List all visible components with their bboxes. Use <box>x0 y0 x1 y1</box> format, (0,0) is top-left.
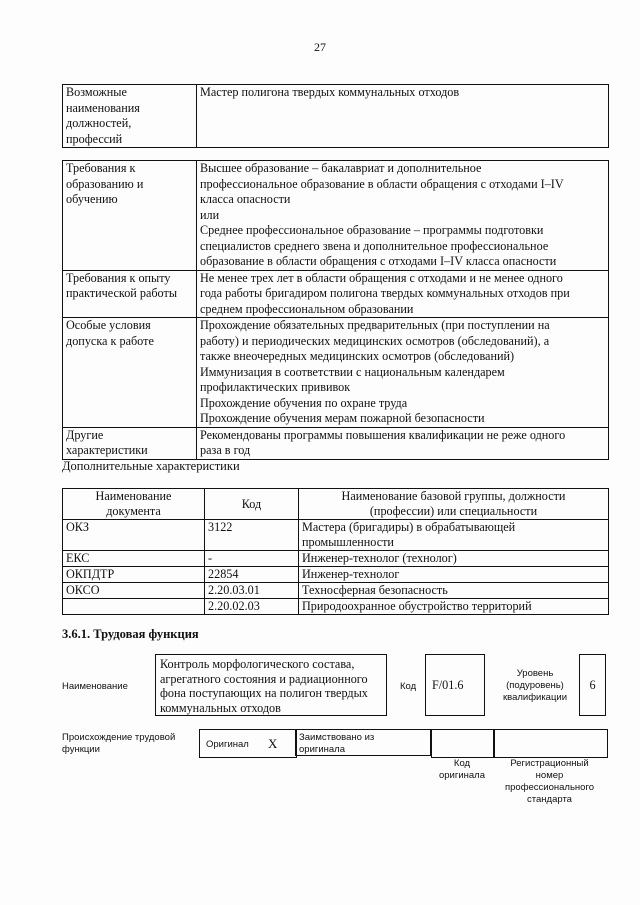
table-row <box>63 318 609 428</box>
requirement-value: Не менее трех лет в области обращения с отходами и не менее одного года работы бригадиром полигона твердых коммунальных отходов при среднем профессиональном образовании <box>197 270 609 318</box>
cell-group: Мастера (бригадиры) в обрабатывающей промышленности <box>299 520 609 551</box>
requirement-value: Высшее образование – бакалавриат и дополнительное профессиональное образование в области обращения с отходами I–IV класса опасности или Среднее профессиональное образование – программы подготовки специалистов среднего звена и дополнительное профессиональное образование в области обращения с отходами I–IV класса опасности <box>197 161 609 271</box>
original-mark: X <box>268 736 278 751</box>
cell-document: ОКПДТР <box>63 567 205 583</box>
reg-number-label: Регистрационный номер профессионального стандарта <box>505 758 594 805</box>
cell-group: Инженер-технолог <box>299 567 609 583</box>
table-row <box>63 583 609 599</box>
cell-code: 2.20.03.01 <box>205 583 299 599</box>
cell-document: ОКЗ <box>63 520 205 551</box>
original-label: Оригинал <box>206 739 249 750</box>
page-number: 27 <box>314 40 326 54</box>
borrowed-box: Заимствовано из оригинала <box>295 729 431 756</box>
cell-document: ОКСО <box>63 583 205 599</box>
cell-group: Техносферная безопасность <box>299 583 609 599</box>
cell-document: ЕКС <box>63 551 205 567</box>
cell-code: - <box>205 551 299 567</box>
header-group: Наименование базовой группы, должности (профессии) или специальности <box>299 489 609 520</box>
cell-code: 2.20.02.03 <box>205 599 299 615</box>
cell-document <box>63 599 205 615</box>
cell-code: 22854 <box>205 567 299 583</box>
requirement-label: Требования к опыту практической работы <box>63 270 197 318</box>
cell-code: 3122 <box>205 520 299 551</box>
function-name-label: Наименование <box>62 681 128 692</box>
original-box <box>199 729 297 758</box>
positions-table <box>62 84 609 148</box>
cell-group: Инженер-технолог (технолог) <box>299 551 609 567</box>
table-row <box>63 567 609 583</box>
table-row <box>63 551 609 567</box>
table-row <box>63 161 609 271</box>
code-original-box <box>431 729 495 758</box>
additional-title: Дополнительные характеристики <box>62 459 240 473</box>
positions-value: Мастер полигона твердых коммунальных отходов <box>197 85 609 148</box>
table-row <box>63 85 609 148</box>
reg-number-box <box>493 729 608 758</box>
table-row <box>63 599 609 615</box>
additional-table <box>62 488 609 615</box>
requirement-value: Прохождение обязательных предварительных (при поступлении на работу) и периодических медицинских осмотров (обследований), а также внеочередных медицинских осмотров (обследований) Иммунизация в соответствии с национальным календарем профилактических прививок Прохождение обучения по охране труда Прохождение обучения мерам пожарной безопасности <box>197 318 609 428</box>
table-row <box>63 520 609 551</box>
function-name-box: Контроль морфологического состава, агрегатного состояния и радиационного фона поступающих на полигон твердых коммунальных отходов <box>155 654 387 716</box>
section-title: 3.6.1. Трудовая функция <box>62 627 199 641</box>
table-row <box>63 427 609 459</box>
code-box: F/01.6 <box>425 654 485 716</box>
requirement-label: Особые условия допуска к работе <box>63 318 197 428</box>
cell-group: Природоохранное обустройство территорий <box>299 599 609 615</box>
positions-label: Возможные наименования должностей, профессий <box>63 85 197 148</box>
level-label: Уровень (подуровень) квалификации <box>502 668 568 703</box>
header-document: Наименование документа <box>63 489 205 520</box>
requirement-value: Рекомендованы программы повышения квалификации не реже одного раза в год <box>197 427 609 459</box>
code-label: Код <box>400 681 417 692</box>
origin-label: Происхождение трудовой функции <box>62 732 176 755</box>
table-row <box>63 270 609 318</box>
requirement-label: Требования к образованию и обучению <box>63 161 197 271</box>
level-box: 6 <box>579 654 606 716</box>
requirement-label: Другие характеристики <box>63 427 197 459</box>
table-header-row <box>63 489 609 520</box>
requirements-table <box>62 160 609 460</box>
code-original-label: Код оригинала <box>438 758 485 781</box>
header-code: Код <box>205 489 299 520</box>
